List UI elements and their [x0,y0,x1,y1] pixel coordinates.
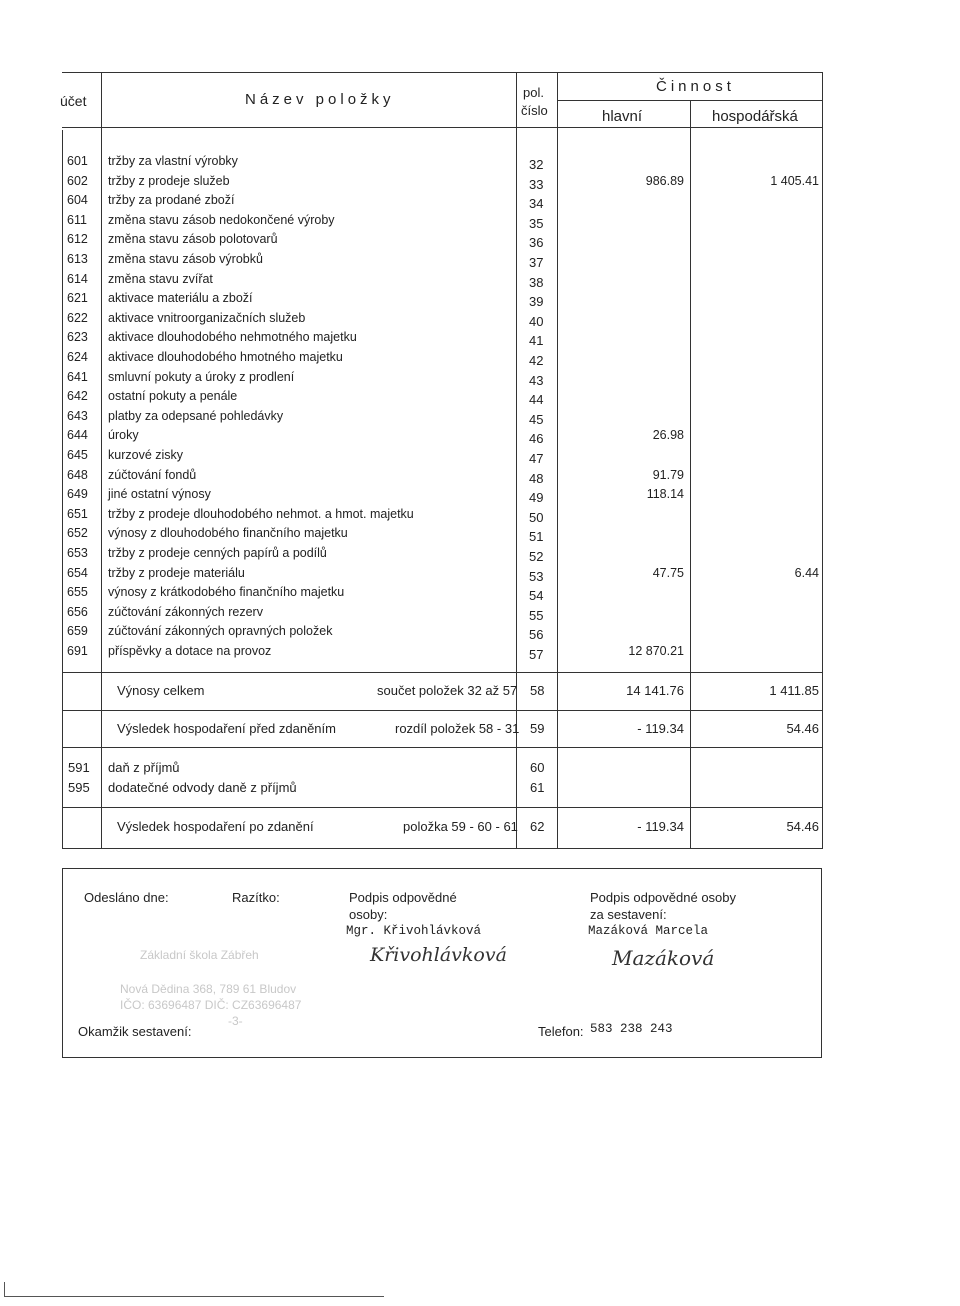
podpis2-name: Mazáková Marcela [588,924,709,938]
row-pol: 33 [529,176,544,192]
row-pol: 37 [529,255,544,270]
vynosy-hlavni: 14 141.76 [626,683,684,698]
row-nazev: zúčtování zákonných opravných položek [108,624,333,639]
row-pol: 44 [529,392,544,408]
table-row [0,389,960,409]
row-ucet: 654 [67,565,88,580]
row-pol: 50 [529,509,544,525]
table-row [0,272,960,292]
vysledek-pred-label: Výsledek hospodaření před zdaněním [117,721,336,736]
row-nazev: platby za odepsané pohledávky [108,408,284,423]
table-row [0,428,960,448]
stamp-line-2: Nová Dědina 368, 789 61 Bludov [120,982,297,996]
row-ucet: 691 [67,644,88,658]
row-ucet: 649 [67,487,88,502]
table-row [0,370,960,390]
vysledek-po-hlavni: - 119.34 [637,819,684,834]
row-pol: 36 [529,235,544,251]
header-cislo: číslo [521,103,548,118]
row-ucet: 604 [67,193,88,208]
row-nazev: zúčtování zákonných rezerv [108,604,263,619]
table-row [0,507,960,527]
vysledek-pred-hosp: 54.46 [786,721,819,736]
row-nazev: kurzové zisky [108,448,184,462]
row-pol: 39 [529,294,544,310]
vysledek-po-hosp: 54.46 [786,819,819,834]
row-ucet: 623 [67,330,88,345]
dan-nazev: daň z příjmů [108,760,180,775]
dan-ucet: 591 [68,760,90,775]
row-nazev: výnosy z dlouhodobého finančního majetku [108,526,348,541]
stamp-line-4: -3- [228,1014,243,1028]
row-pol: 38 [529,274,544,290]
row-pol: 56 [529,627,544,643]
row-ucet: 613 [67,252,88,266]
row-nazev: změna stavu zásob výrobků [108,252,263,266]
row-pol: 45 [529,411,544,427]
table-row [0,311,960,331]
table-row [0,174,960,194]
table-row [0,585,960,605]
row-nazev: tržby z prodeje materiálu [108,565,245,580]
table-row [0,232,960,252]
header-nazev: Název položky [245,91,395,108]
row-pol: 34 [529,196,544,212]
row-ucet: 601 [67,154,88,168]
row-hlavni: 47.75 [652,565,684,580]
row-pol: 47 [529,451,544,466]
row-ucet: 611 [67,212,87,227]
razitko-label: Razítko: [232,890,280,905]
vynosy-pol: 58 [530,683,545,698]
table-row [0,468,960,488]
table-row [0,291,960,311]
row-nazev: tržby z prodeje cenných papírů a podílů [108,546,327,560]
row-pol: 49 [529,490,544,506]
row-pol: 46 [529,431,544,447]
table-row [0,605,960,625]
row-ucet: 643 [67,408,88,423]
podpis1-name: Mgr. Křivohlávková [346,924,482,938]
row-ucet: 652 [67,526,88,541]
podpis1-line1: Podpis odpovědné [349,890,457,905]
row-ucet: 653 [67,546,88,560]
vysledek-po-label: Výsledek hospodaření po zdanění [117,819,314,834]
row-nazev: tržby za prodané zboží [108,193,235,208]
header-ucet: účet [60,93,87,109]
vynosy-note: součet položek 32 až 57 [377,683,518,698]
row-nazev: změna stavu zvířat [108,271,213,286]
row-pol: 54 [529,588,544,604]
dan-ucet: 595 [68,780,90,795]
row-ucet: 644 [67,428,88,443]
row-ucet: 641 [67,369,88,384]
row-nazev: změna stavu zásob polotovarů [108,232,278,247]
table-row [0,154,960,174]
row-pol: 57 [529,647,544,662]
header-cinnost: Činnost [656,78,735,95]
odeslano-label: Odesláno dne: [84,890,169,905]
stamp-line-1: Základní škola Zábřeh [140,948,259,962]
stamp-line-3: IČO: 63696487 DIČ: CZ63696487 [120,998,302,1012]
row-nazev: tržby za vlastní výrobky [108,154,238,168]
table-row [0,409,960,429]
vysledek-pred-hlavni: - 119.34 [637,721,684,736]
row-hlavni: 118.14 [646,487,684,502]
table-row [0,566,960,586]
header-hlavni: hlavní [602,108,643,125]
table-row [0,350,960,370]
row-hospodarska: 6.44 [794,565,819,580]
row-pol: 48 [529,470,544,486]
row-pol: 51 [529,529,544,545]
table-row [0,487,960,507]
row-pol: 35 [529,215,544,231]
row-nazev: jiné ostatní výnosy [108,487,211,502]
telefon-value: 583 238 243 [590,1022,673,1036]
row-pol: 40 [529,313,544,329]
table-row [0,448,960,468]
row-nazev: aktivace vnitroorganizačních služeb [108,310,306,325]
vysledek-pred-note: rozdíl položek 58 - 31 [395,721,520,736]
row-nazev: aktivace materiálu a zboží [108,291,253,306]
row-pol: 52 [529,549,544,564]
header-hospodarska: hospodářská [712,108,798,125]
row-pol: 32 [529,157,544,172]
podpis2-line1: Podpis odpovědné osoby [590,890,737,905]
header-pol: pol. [523,85,544,100]
row-ucet: 624 [67,350,88,364]
row-ucet: 622 [67,310,88,325]
row-ucet: 645 [67,448,88,462]
row-pol: 43 [529,372,544,388]
row-nazev: změna stavu zásob nedokončené výroby [108,212,335,227]
row-pol: 41 [529,333,544,349]
row-nazev: ostatní pokuty a penále [108,389,238,404]
row-hlavni: 12 870.21 [628,644,684,658]
row-ucet: 651 [67,506,88,521]
table-row [0,193,960,213]
row-nazev: příspěvky a dotace na provoz [108,644,272,658]
row-nazev: aktivace dlouhodobého nehmotného majetku [108,330,357,345]
table-row [0,213,960,233]
dan-nazev: dodatečné odvody daně z příjmů [108,780,297,795]
row-ucet: 602 [67,173,88,188]
row-nazev: tržby z prodeje služeb [108,173,230,188]
signature-2: Mazáková [612,946,715,970]
dan-pol: 60 [530,760,545,775]
row-nazev: výnosy z krátkodobého finančního majetku [108,585,345,600]
row-nazev: úroky [108,428,139,443]
row-hlavni: 986.89 [645,173,684,188]
okamzik-label: Okamžik sestavení: [78,1024,192,1039]
signature-1: Křivohlávková [370,944,507,966]
vysledek-po-note: položka 59 - 60 - 61 [403,819,518,834]
row-ucet: 612 [67,232,88,247]
vynosy-hosp: 1 411.85 [769,683,819,698]
dan-pol: 61 [530,780,545,795]
table-row [0,252,960,272]
table-row [0,330,960,350]
row-hlavni: 91.79 [652,467,684,482]
row-pol: 42 [529,353,544,368]
table-row [0,624,960,644]
row-hlavni: 26.98 [652,428,684,443]
row-nazev: aktivace dlouhodobého hmotného majetku [108,350,343,364]
podpis2-line2: za sestavení: [590,907,667,922]
vynosy-label: Výnosy celkem [117,683,205,698]
row-ucet: 621 [67,291,88,306]
row-ucet: 642 [67,389,88,404]
row-nazev: tržby z prodeje dlouhodobého nehmot. a hmot. majetku [108,506,414,521]
telefon-label: Telefon: [538,1024,584,1039]
row-pol: 55 [529,607,544,623]
row-nazev: smluvní pokuty a úroky z prodlení [108,369,295,384]
podpis1-line2: osoby: [349,907,388,922]
row-ucet: 659 [67,624,88,639]
row-pol: 53 [529,568,544,584]
row-ucet: 656 [67,604,88,619]
row-hospodarska: 1 405.41 [770,173,819,188]
vysledek-pred-pol: 59 [530,721,545,736]
row-nazev: zúčtování fondů [108,467,197,482]
table-row [0,644,960,664]
row-ucet: 655 [67,585,88,600]
row-ucet: 614 [67,271,88,286]
row-ucet: 648 [67,467,88,482]
table-row [0,546,960,566]
vysledek-po-pol: 62 [530,819,545,834]
table-row [0,526,960,546]
